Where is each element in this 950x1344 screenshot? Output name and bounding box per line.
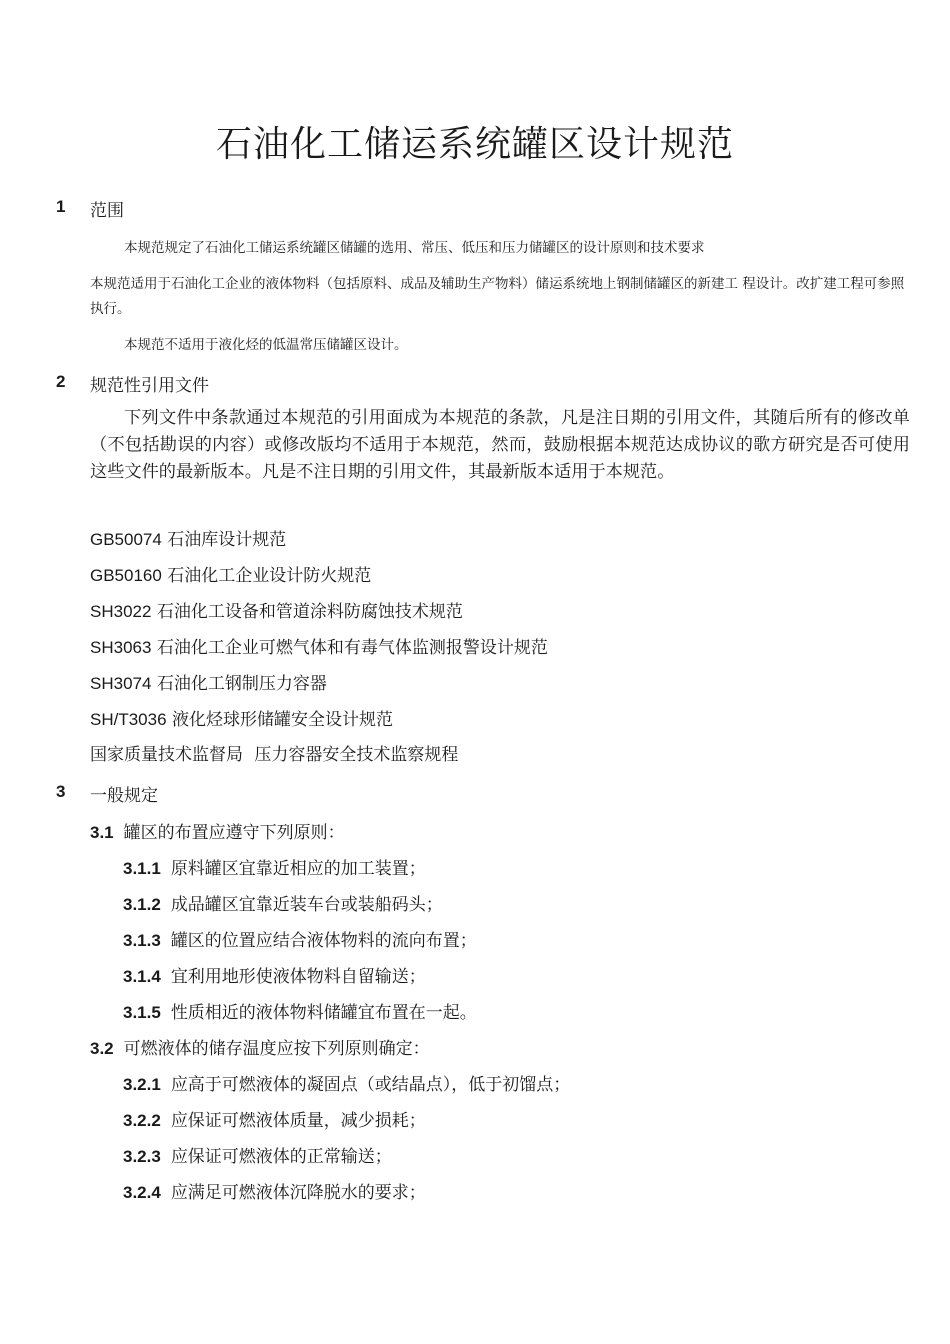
- clause-item: [123, 926, 477, 951]
- clause-number: 3.1.2: [123, 895, 161, 914]
- section-title-general-rules: 一般规定: [90, 786, 158, 806]
- clause-number: 3.1.1: [123, 859, 161, 878]
- clause-item: [123, 1070, 570, 1095]
- clause-text: 成品罐区宜靠近装车台或装船码头；: [170, 895, 443, 915]
- clause-number: 3.1.3: [123, 931, 161, 950]
- reference-issuer: 国家质量技术监督局: [90, 745, 243, 765]
- clause-item: [123, 1106, 426, 1131]
- reference-item: [90, 525, 286, 550]
- reference-item: [90, 561, 371, 586]
- clause-item: [123, 962, 426, 987]
- section-number: 2: [56, 372, 66, 391]
- reference-item: [90, 705, 393, 730]
- scope-paragraph-2: 本规范适用于石油化工企业的液体物料（包括原料、成品及辅助生产物料）储运系统地上钢制储罐区的新建工 程设计。改扩建工程可参照执行。: [90, 276, 905, 317]
- clause-number: 3.2: [90, 1039, 114, 1058]
- reference-item: [90, 633, 548, 658]
- section-number: 1: [56, 197, 66, 216]
- clause-text: 可燃液体的储存温度应按下列原则确定：: [123, 1039, 430, 1059]
- reference-title: 石油化工企业设计防火规范: [167, 566, 372, 586]
- reference-code: SH/T3036: [90, 710, 167, 729]
- reference-code: GB50074: [90, 530, 162, 549]
- reference-title: 石油化工钢制压力容器: [156, 674, 327, 694]
- section-title-scope: 范围: [90, 201, 124, 221]
- document-title: 石油化工储运系统罐区设计规范: [215, 124, 734, 165]
- clause-text: 应高于可燃液体的凝固点（或结晶点），低于初馏点；: [170, 1075, 571, 1095]
- clause-number: 3.1.4: [123, 967, 161, 986]
- reference-code: GB50160: [90, 566, 162, 585]
- clause-item: [123, 998, 477, 1023]
- reference-title: 液化烃球形储罐安全设计规范: [171, 710, 393, 730]
- reference-item: [90, 669, 327, 694]
- clause-text: 罐区的布置应遵守下列原则：: [123, 823, 345, 843]
- clause-number: 3.2.3: [123, 1147, 161, 1166]
- reference-title: 石油化工企业可燃气体和有毒气体监测报警设计规范: [156, 638, 548, 658]
- clause-text: 应保证可燃液体质量，减少损耗；: [170, 1111, 426, 1131]
- clause-text: 应保证可燃液体的正常输送；: [170, 1147, 392, 1167]
- clause-item: [123, 890, 443, 915]
- section-title-normative-references: 规范性引用文件: [90, 376, 209, 396]
- section-number: 3: [56, 782, 66, 801]
- clause-item: [90, 1034, 430, 1059]
- clause-number: 3.1.5: [123, 1003, 161, 1022]
- clause-number: 3.2.1: [123, 1075, 161, 1094]
- scope-paragraph-1: 本规范规定了石油化工储运系统罐区储罐的选用、常压、低压和压力储罐区的设计原则和技术要求: [124, 240, 705, 256]
- clause-text: 应满足可燃液体沉降脱水的要求；: [170, 1183, 426, 1203]
- clause-number: 3.1: [90, 823, 114, 842]
- clause-number: 3.2.2: [123, 1111, 161, 1130]
- scope-paragraph-3: 本规范不适用于液化烃的低温常压储罐区设计。: [124, 337, 408, 353]
- clause-text: 性质相近的液体物料储罐宜布置在一起。: [170, 1003, 477, 1023]
- clause-text: 原料罐区宜靠近相应的加工装置；: [170, 859, 426, 879]
- clause-item: [123, 1178, 426, 1203]
- reference-title: 石油化工设备和管道涂料防腐蚀技术规范: [156, 602, 463, 622]
- clause-text: 罐区的位置应结合液体物料的流向布置；: [170, 931, 477, 951]
- reference-item: [90, 740, 458, 765]
- clause-item: [123, 854, 426, 879]
- clause-item: [90, 818, 345, 843]
- normative-references-intro: 下列文件中条款通过本规范的引用面成为本规范的条款，凡是注日期的引用文件，其随后所有的修改单（不包括勘误的内容）或修改版均不适用于本规范，然而，鼓励根据本规范达成协议的歌方研究是否可使用这些文件的最新版本。凡是不注日期的引用文件，其最新版本适用于本规范。: [90, 408, 910, 482]
- clause-text: 宜利用地形使液体物料自留输送；: [170, 967, 426, 987]
- reference-code: SH3074: [90, 674, 152, 693]
- reference-code: SH3063: [90, 638, 152, 657]
- clause-number: 3.2.4: [123, 1183, 161, 1202]
- reference-item: [90, 597, 463, 622]
- reference-title: 石油库设计规范: [167, 530, 287, 550]
- reference-code: SH3022: [90, 602, 152, 621]
- reference-title: 压力容器安全技术监察规程: [254, 745, 459, 765]
- clause-item: [123, 1142, 392, 1167]
